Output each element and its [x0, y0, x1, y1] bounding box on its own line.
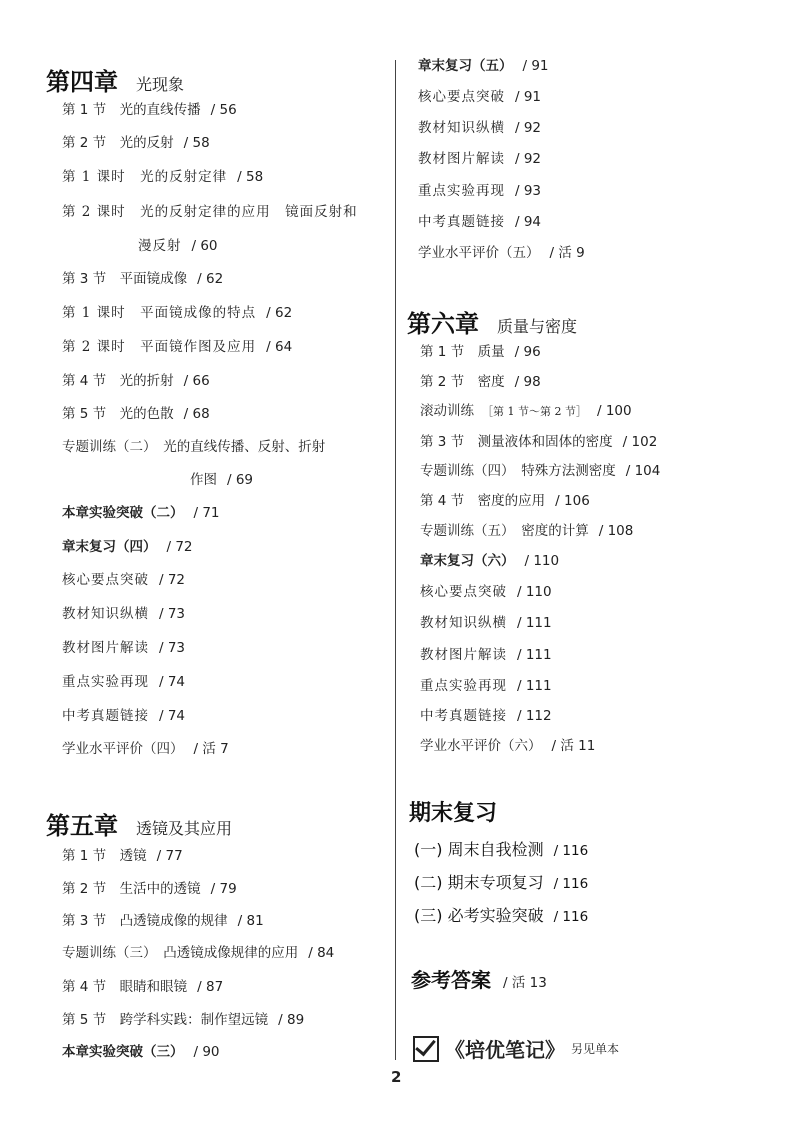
entry-page: / 100 [596, 403, 632, 419]
toc-entry[interactable] [420, 402, 632, 421]
entry-page: / 93 [515, 183, 542, 199]
toc-entry[interactable] [62, 605, 185, 623]
entry-label: 第 3 节 凸透镜成像的规律 [62, 913, 228, 929]
entry-label: 第 1 课时 光的反射定律 [62, 169, 228, 185]
toc-entry[interactable] [62, 978, 223, 996]
final-review-heading: 期末复习 [409, 801, 498, 826]
entry-page: / 79 [210, 881, 237, 897]
checkbox-icon [413, 1036, 439, 1062]
entry-page: / 68 [183, 406, 210, 422]
entry-page: / 111 [517, 615, 552, 631]
toc-entry[interactable] [62, 304, 292, 322]
toc-entry[interactable] [62, 1043, 220, 1061]
toc-entry[interactable] [420, 614, 552, 632]
entry-page: / 102 [622, 434, 658, 450]
entry-page: / 90 [193, 1044, 220, 1060]
toc-entry[interactable] [62, 538, 193, 556]
entry-page: / 56 [210, 102, 237, 118]
entry-page: / 74 [159, 708, 186, 724]
entry-page: / 92 [515, 151, 542, 167]
entry-label: 专题训练（五） 密度的计算 [420, 523, 589, 539]
chapter-title: 透镜及其应用 [136, 819, 233, 838]
entry-label: 第 2 节 生活中的透镜 [62, 881, 201, 897]
entry-page: / 72 [159, 572, 186, 588]
chapter-title: 质量与密度 [497, 317, 578, 336]
toc-entry[interactable] [62, 101, 237, 119]
entry-label: 教材图片解读 [420, 647, 507, 663]
toc-entry[interactable] [62, 338, 292, 356]
entry-label: 第 1 节 透镜 [62, 848, 147, 864]
entry-page: / 活 7 [193, 741, 229, 757]
toc-entry[interactable] [62, 405, 210, 423]
entry-page: / 活 13 [503, 975, 547, 991]
toc-entry[interactable] [420, 462, 660, 480]
entry-page: / 74 [159, 674, 186, 690]
entry-label: 专题训练（四） 特殊方法测密度 [420, 463, 616, 479]
entry-label: 本章实验突破（二） [62, 505, 184, 521]
toc-entry[interactable] [62, 270, 223, 288]
entry-label: 章末复习（六） [420, 553, 515, 569]
toc-entry[interactable] [62, 1011, 304, 1029]
entry-label: 教材知识纵横 [420, 615, 507, 631]
entry-page: / 110 [524, 553, 560, 569]
entry-page: / 69 [227, 472, 254, 488]
entry-page: / 112 [517, 708, 552, 724]
chapter-5-heading [46, 806, 232, 841]
entry-label: 教材图片解读 [418, 151, 505, 167]
entry-page: / 73 [159, 606, 186, 622]
entry-page: / 73 [159, 640, 186, 656]
entry-page: / 91 [515, 89, 542, 105]
notes-remark: 另见单本 [571, 1042, 620, 1056]
toc-entry[interactable] [420, 552, 559, 570]
entry-page: / 58 [237, 169, 264, 185]
toc-entry[interactable] [420, 583, 552, 601]
toc-entry[interactable] [418, 57, 549, 75]
chapter-title: 光现象 [136, 75, 185, 94]
entry-label: 教材知识纵横 [418, 120, 505, 136]
toc-entry[interactable] [418, 244, 585, 262]
entry-label: 中考真题链接 [420, 708, 507, 724]
toc-entry[interactable] [62, 571, 185, 589]
toc-entry[interactable] [420, 492, 590, 510]
toc-entry[interactable] [418, 182, 541, 200]
entry-page: / 104 [625, 463, 661, 479]
entry-page: / 96 [514, 344, 541, 360]
entry-page: / 77 [156, 848, 183, 864]
toc-entry[interactable] [420, 707, 552, 725]
entry-label: 专题训练（三） 凸透镜成像规律的应用 [62, 945, 299, 961]
entry-label: 核心要点突破 [418, 89, 505, 105]
entry-label: 章末复习（五） [418, 58, 513, 74]
entry-label: 第 1 课时 平面镜成像的特点 [62, 305, 257, 321]
entry-label: 重点实验再现 [418, 183, 505, 199]
toc-entry[interactable] [62, 847, 183, 865]
entry-label: 第 2 课时 平面镜作图及应用 [62, 339, 257, 355]
entry-label: 第 1 节 光的直线传播 [62, 102, 201, 118]
entry-page: / 106 [555, 493, 590, 509]
entry-page: / 91 [522, 58, 549, 74]
toc-entry[interactable] [418, 119, 541, 137]
entry-label: 第 5 节 光的色散 [62, 406, 174, 422]
entry-label: 第 4 节 光的折射 [62, 373, 174, 389]
entry-page: / 64 [266, 339, 293, 355]
entry-page: / 活 11 [551, 738, 596, 754]
toc-entry[interactable] [62, 912, 264, 930]
answers-entry[interactable] [411, 964, 547, 993]
entry-label: 滚动训练 [420, 403, 474, 419]
entry-page: / 58 [183, 135, 210, 151]
entry-page: / 98 [514, 374, 541, 390]
entry-page: / 66 [183, 373, 210, 389]
entry-page: / 92 [515, 120, 542, 136]
entry-label: 第 5 节 跨学科实践：制作望远镜 [62, 1012, 269, 1028]
toc-entry[interactable] [62, 639, 185, 657]
entry-label: 核心要点突破 [420, 584, 507, 600]
chapter-number: 第六章 [407, 310, 479, 338]
page-number: 2 [391, 1068, 402, 1086]
entry-label: 教材图片解读 [62, 640, 149, 656]
entry-label: 第 3 节 平面镜成像 [62, 271, 188, 287]
notes-entry[interactable] [413, 1034, 619, 1063]
toc-entry[interactable] [420, 522, 633, 540]
toc-entry[interactable] [62, 504, 220, 522]
chapter-number: 第五章 [46, 812, 118, 840]
toc-entry[interactable] [62, 944, 334, 962]
chapter-4-heading [46, 62, 184, 97]
toc-entry[interactable] [418, 213, 541, 231]
toc-entry[interactable] [62, 168, 263, 186]
toc-entry[interactable] [62, 372, 210, 390]
entry-page: / 110 [517, 584, 552, 600]
entry-label: (二) 期末专项复习 [414, 873, 544, 892]
entry-page: / 62 [266, 305, 293, 321]
entry-page: / 87 [197, 979, 224, 995]
toc-entry[interactable] [418, 150, 541, 168]
final-review-item[interactable] [414, 837, 588, 860]
entry-sublabel: ［第 1 节～第 2 节］ [482, 405, 587, 418]
entry-label: 第 4 节 密度的应用 [420, 493, 546, 509]
entry-label: (三) 必考实验突破 [414, 906, 544, 925]
entry-label: 学业水平评价（六） [420, 738, 542, 754]
entry-page: / 89 [278, 1012, 305, 1028]
entry-label: 第 2 课时 光的反射定律的应用 镜面反射和 [62, 204, 358, 220]
entry-label: 专题训练（二） 光的直线传播、反射、折射 [62, 439, 326, 455]
column-divider [395, 60, 396, 1060]
entry-label: 章末复习（四） [62, 539, 157, 555]
entry-label: 学业水平评价（四） [62, 741, 184, 757]
entry-page: / 60 [191, 238, 218, 254]
entry-label: 中考真题链接 [62, 708, 149, 724]
toc-entry[interactable] [62, 673, 185, 691]
toc-entry[interactable] [62, 134, 210, 152]
entry-label: 核心要点突破 [62, 572, 149, 588]
entry-page: / 84 [308, 945, 335, 961]
toc-entry[interactable] [420, 737, 595, 755]
entry-page: / 62 [197, 271, 224, 287]
answers-title: 参考答案 [411, 968, 491, 992]
chapter-6-heading [407, 304, 577, 339]
chapter-number: 第四章 [46, 68, 118, 96]
toc-entry[interactable] [62, 707, 185, 725]
toc-entry[interactable] [62, 438, 335, 456]
entry-page: / 111 [517, 678, 552, 694]
entry-label: 作图 [190, 472, 217, 488]
toc-entry[interactable] [420, 343, 541, 361]
toc-entry[interactable] [420, 677, 552, 695]
toc-entry[interactable] [420, 433, 657, 451]
entry-label: (一) 周末自我检测 [414, 840, 544, 859]
entry-label: 漫反射 [138, 238, 182, 254]
toc-entry[interactable] [138, 237, 218, 255]
entry-page: / 94 [515, 214, 542, 230]
entry-label: 第 3 节 测量液体和固体的密度 [420, 434, 613, 450]
toc-entry[interactable] [62, 203, 368, 221]
toc-entry[interactable] [190, 471, 253, 489]
notes-title: 《培优笔记》 [445, 1038, 565, 1062]
entry-page: / 108 [598, 523, 634, 539]
entry-page: / 116 [553, 843, 589, 859]
entry-page: / 111 [517, 647, 552, 663]
toc-entry[interactable] [420, 646, 552, 664]
final-review-item[interactable] [414, 870, 588, 893]
entry-label: 重点实验再现 [62, 674, 149, 690]
entry-label: 教材知识纵横 [62, 606, 149, 622]
entry-label: 第 2 节 密度 [420, 374, 505, 390]
entry-label: 本章实验突破（三） [62, 1044, 184, 1060]
toc-entry[interactable] [62, 880, 237, 898]
entry-label: 中考真题链接 [418, 214, 505, 230]
entry-page: / 116 [553, 876, 589, 892]
entry-page: / 71 [193, 505, 220, 521]
entry-page: / 72 [166, 539, 193, 555]
toc-entry[interactable] [62, 740, 229, 758]
entry-label: 学业水平评价（五） [418, 245, 540, 261]
toc-entry[interactable] [418, 88, 541, 106]
entry-label: 第 1 节 质量 [420, 344, 505, 360]
toc-entry[interactable] [420, 373, 541, 391]
entry-label: 第 2 节 光的反射 [62, 135, 174, 151]
entry-label: 第 4 节 眼睛和眼镜 [62, 979, 188, 995]
entry-page: / 81 [237, 913, 264, 929]
entry-label: 重点实验再现 [420, 678, 507, 694]
entry-page: / 活 9 [549, 245, 585, 261]
final-review-item[interactable] [414, 903, 588, 926]
entry-page: / 116 [553, 909, 589, 925]
